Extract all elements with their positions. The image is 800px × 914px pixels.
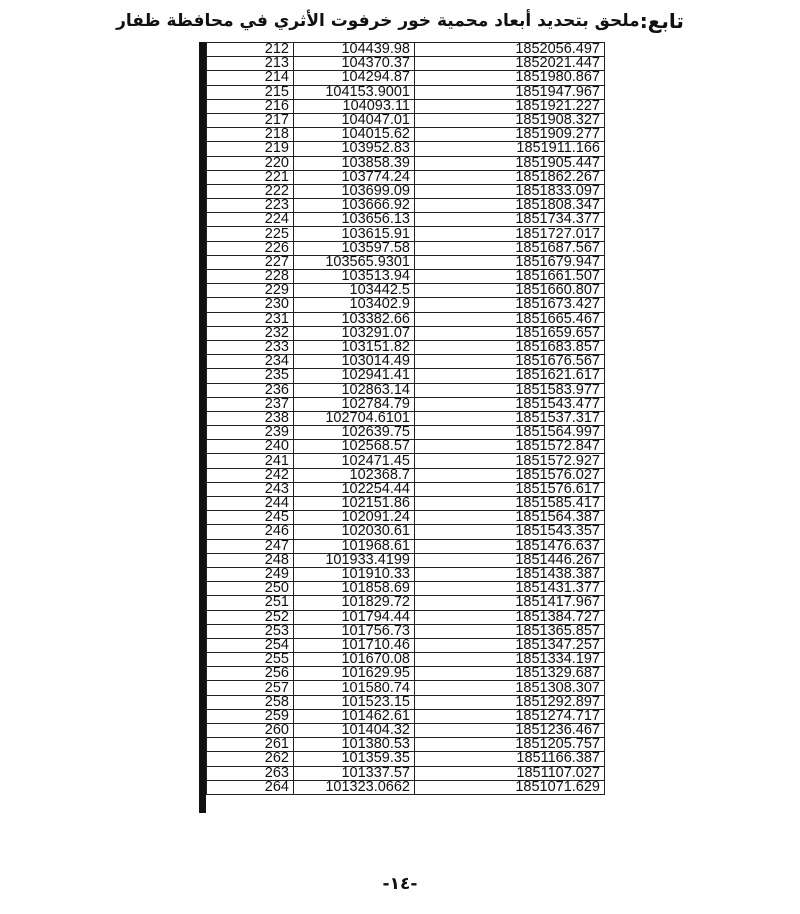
easting-cell: 101523.15 (294, 695, 415, 709)
table-row (207, 780, 605, 794)
northing-cell: 1851417.967 (415, 596, 605, 610)
table-row (207, 255, 605, 269)
point-number-cell: 257 (207, 681, 294, 695)
easting-cell: 102784.79 (294, 397, 415, 411)
easting-cell: 101380.53 (294, 738, 415, 752)
point-number-cell: 258 (207, 695, 294, 709)
point-number-cell: 264 (207, 780, 294, 794)
title-label: تابع: (639, 9, 684, 33)
point-number-cell: 235 (207, 369, 294, 383)
northing-cell: 1851679.947 (415, 255, 605, 269)
northing-cell: 1851274.717 (415, 709, 605, 723)
northing-cell: 1851446.267 (415, 553, 605, 567)
table-row (207, 156, 605, 170)
table-row (207, 85, 605, 99)
table-row (207, 454, 605, 468)
easting-cell: 103402.9 (294, 298, 415, 312)
point-number-cell: 217 (207, 113, 294, 127)
point-number-cell: 229 (207, 284, 294, 298)
point-number-cell: 230 (207, 298, 294, 312)
table-row (207, 695, 605, 709)
point-number-cell: 223 (207, 199, 294, 213)
table-row (207, 724, 605, 738)
table-row (207, 482, 605, 496)
point-number-cell: 213 (207, 57, 294, 71)
point-number-cell: 250 (207, 582, 294, 596)
point-number-cell: 212 (207, 43, 294, 57)
easting-cell: 102863.14 (294, 383, 415, 397)
table-row (207, 199, 605, 213)
point-number-cell: 252 (207, 610, 294, 624)
table-row (207, 738, 605, 752)
point-number-cell: 254 (207, 638, 294, 652)
northing-cell: 1851980.867 (415, 71, 605, 85)
easting-cell: 103442.5 (294, 284, 415, 298)
table-row (207, 326, 605, 340)
northing-cell: 1851734.377 (415, 213, 605, 227)
easting-cell: 102368.7 (294, 468, 415, 482)
northing-cell: 1851687.567 (415, 241, 605, 255)
easting-cell: 104015.62 (294, 128, 415, 142)
northing-cell: 1851583.977 (415, 383, 605, 397)
point-number-cell: 228 (207, 270, 294, 284)
point-number-cell: 221 (207, 170, 294, 184)
easting-cell: 104370.37 (294, 57, 415, 71)
point-number-cell: 227 (207, 255, 294, 269)
point-number-cell: 219 (207, 142, 294, 156)
northing-cell: 1851205.757 (415, 738, 605, 752)
northing-cell: 1851572.847 (415, 440, 605, 454)
easting-cell: 103774.24 (294, 170, 415, 184)
title-text: ملحق بتحديد أبعاد محمية خور خرفوت الأثري في محافظة ظفار (116, 11, 640, 31)
point-number-cell: 260 (207, 724, 294, 738)
easting-cell: 103952.83 (294, 142, 415, 156)
easting-cell: 101858.69 (294, 582, 415, 596)
point-number-cell: 253 (207, 624, 294, 638)
easting-cell: 104294.87 (294, 71, 415, 85)
table-row (207, 99, 605, 113)
easting-cell: 102254.44 (294, 482, 415, 496)
table-row (207, 312, 605, 326)
easting-cell: 103014.49 (294, 355, 415, 369)
northing-cell: 1851833.097 (415, 184, 605, 198)
northing-cell: 1851347.257 (415, 638, 605, 652)
easting-cell: 104153.9001 (294, 85, 415, 99)
northing-cell: 1851107.027 (415, 766, 605, 780)
point-number-cell: 263 (207, 766, 294, 780)
point-number-cell: 243 (207, 482, 294, 496)
table-row (207, 397, 605, 411)
table-row (207, 383, 605, 397)
easting-cell: 103382.66 (294, 312, 415, 326)
point-number-cell: 240 (207, 440, 294, 454)
table-row (207, 539, 605, 553)
table-row (207, 184, 605, 198)
easting-cell: 101323.0662 (294, 780, 415, 794)
table-row (207, 709, 605, 723)
coordinates-table-body (207, 43, 605, 795)
table-row (207, 497, 605, 511)
northing-cell: 1851543.357 (415, 525, 605, 539)
easting-cell: 101404.32 (294, 724, 415, 738)
point-number-cell: 215 (207, 85, 294, 99)
easting-cell: 101829.72 (294, 596, 415, 610)
point-number-cell: 239 (207, 426, 294, 440)
northing-cell: 1851329.687 (415, 667, 605, 681)
table-row (207, 624, 605, 638)
northing-cell: 1851071.629 (415, 780, 605, 794)
point-number-cell: 214 (207, 71, 294, 85)
northing-cell: 1851908.327 (415, 113, 605, 127)
table-row (207, 213, 605, 227)
northing-cell: 1851585.417 (415, 497, 605, 511)
northing-cell: 1851431.377 (415, 582, 605, 596)
easting-cell: 102151.86 (294, 497, 415, 511)
easting-cell: 102568.57 (294, 440, 415, 454)
point-number-cell: 225 (207, 227, 294, 241)
point-number-cell: 237 (207, 397, 294, 411)
easting-cell: 103565.9301 (294, 255, 415, 269)
easting-cell: 103151.82 (294, 340, 415, 354)
northing-cell: 1851572.927 (415, 454, 605, 468)
northing-cell: 1851438.387 (415, 567, 605, 581)
northing-cell: 1851334.197 (415, 653, 605, 667)
easting-cell: 102941.41 (294, 369, 415, 383)
table-row (207, 440, 605, 454)
northing-cell: 1851862.267 (415, 170, 605, 184)
table-row (207, 596, 605, 610)
point-number-cell: 247 (207, 539, 294, 553)
table-row (207, 582, 605, 596)
northing-cell: 1851808.347 (415, 199, 605, 213)
table-row (207, 653, 605, 667)
northing-cell: 1851621.617 (415, 369, 605, 383)
easting-cell: 103656.13 (294, 213, 415, 227)
northing-cell: 1851365.857 (415, 624, 605, 638)
point-number-cell: 226 (207, 241, 294, 255)
table-row (207, 71, 605, 85)
point-number-cell: 233 (207, 340, 294, 354)
table-row (207, 113, 605, 127)
northing-cell: 1852056.497 (415, 43, 605, 57)
point-number-cell: 238 (207, 411, 294, 425)
page-number: -١٤- (382, 874, 418, 894)
easting-cell: 101710.46 (294, 638, 415, 652)
table-row (207, 426, 605, 440)
point-number-cell: 248 (207, 553, 294, 567)
easting-cell: 101910.33 (294, 567, 415, 581)
easting-cell: 103666.92 (294, 199, 415, 213)
table-row (207, 667, 605, 681)
northing-cell: 1851909.277 (415, 128, 605, 142)
table-row (207, 170, 605, 184)
table-row (207, 766, 605, 780)
table-row (207, 43, 605, 57)
northing-cell: 1851166.387 (415, 752, 605, 766)
easting-cell: 103615.91 (294, 227, 415, 241)
table-row (207, 284, 605, 298)
easting-cell: 102030.61 (294, 525, 415, 539)
table-row (207, 567, 605, 581)
easting-cell: 101968.61 (294, 539, 415, 553)
point-number-cell: 222 (207, 184, 294, 198)
easting-cell: 103291.07 (294, 326, 415, 340)
table-row (207, 128, 605, 142)
table-row (207, 298, 605, 312)
easting-cell: 103699.09 (294, 184, 415, 198)
northing-cell: 1851292.897 (415, 695, 605, 709)
northing-cell: 1852021.447 (415, 57, 605, 71)
easting-cell: 101933.4199 (294, 553, 415, 567)
table-row (207, 142, 605, 156)
table-row (207, 468, 605, 482)
easting-cell: 101670.08 (294, 653, 415, 667)
northing-cell: 1851676.567 (415, 355, 605, 369)
table-row (207, 752, 605, 766)
point-number-cell: 244 (207, 497, 294, 511)
table-row (207, 638, 605, 652)
point-number-cell: 241 (207, 454, 294, 468)
point-number-cell: 218 (207, 128, 294, 142)
northing-cell: 1851543.477 (415, 397, 605, 411)
northing-cell: 1851683.857 (415, 340, 605, 354)
table-row (207, 525, 605, 539)
point-number-cell: 232 (207, 326, 294, 340)
point-number-cell: 246 (207, 525, 294, 539)
point-number-cell: 259 (207, 709, 294, 723)
northing-cell: 1851665.467 (415, 312, 605, 326)
point-number-cell: 224 (207, 213, 294, 227)
table-row (207, 411, 605, 425)
point-number-cell: 251 (207, 596, 294, 610)
northing-cell: 1851661.507 (415, 270, 605, 284)
northing-cell: 1851236.467 (415, 724, 605, 738)
point-number-cell: 236 (207, 383, 294, 397)
northing-cell: 1851476.637 (415, 539, 605, 553)
easting-cell: 102639.75 (294, 426, 415, 440)
easting-cell: 101756.73 (294, 624, 415, 638)
table-row (207, 610, 605, 624)
easting-cell: 101629.95 (294, 667, 415, 681)
point-number-cell: 220 (207, 156, 294, 170)
point-number-cell: 255 (207, 653, 294, 667)
northing-cell: 1851911.166 (415, 142, 605, 156)
easting-cell: 102704.6101 (294, 411, 415, 425)
easting-cell: 101337.57 (294, 766, 415, 780)
point-number-cell: 249 (207, 567, 294, 581)
easting-cell: 104047.01 (294, 113, 415, 127)
coordinates-table (206, 42, 605, 795)
point-number-cell: 242 (207, 468, 294, 482)
easting-cell: 102471.45 (294, 454, 415, 468)
point-number-cell: 231 (207, 312, 294, 326)
northing-cell: 1851947.967 (415, 85, 605, 99)
northing-cell: 1851673.427 (415, 298, 605, 312)
point-number-cell: 256 (207, 667, 294, 681)
point-number-cell: 234 (207, 355, 294, 369)
easting-cell: 103858.39 (294, 156, 415, 170)
northing-cell: 1851564.387 (415, 511, 605, 525)
northing-cell: 1851384.727 (415, 610, 605, 624)
point-number-cell: 261 (207, 738, 294, 752)
coordinates-table-wrapper (199, 42, 611, 813)
easting-cell: 101794.44 (294, 610, 415, 624)
northing-cell: 1851576.027 (415, 468, 605, 482)
northing-cell: 1851308.307 (415, 681, 605, 695)
northing-cell: 1851659.657 (415, 326, 605, 340)
easting-cell: 104439.98 (294, 43, 415, 57)
northing-cell: 1851921.227 (415, 99, 605, 113)
table-row (207, 511, 605, 525)
easting-cell: 102091.24 (294, 511, 415, 525)
table-row (207, 369, 605, 383)
northing-cell: 1851660.807 (415, 284, 605, 298)
point-number-cell: 262 (207, 752, 294, 766)
page-title (0, 6, 800, 36)
easting-cell: 101359.35 (294, 752, 415, 766)
northing-cell: 1851905.447 (415, 156, 605, 170)
table-row (207, 241, 605, 255)
point-number-cell: 245 (207, 511, 294, 525)
northing-cell: 1851576.617 (415, 482, 605, 496)
northing-cell: 1851537.317 (415, 411, 605, 425)
easting-cell: 103513.94 (294, 270, 415, 284)
table-row (207, 355, 605, 369)
table-row (207, 227, 605, 241)
table-row (207, 553, 605, 567)
table-row (207, 681, 605, 695)
table-row (207, 340, 605, 354)
northing-cell: 1851727.017 (415, 227, 605, 241)
table-row (207, 57, 605, 71)
point-number-cell: 216 (207, 99, 294, 113)
easting-cell: 103597.58 (294, 241, 415, 255)
easting-cell: 101580.74 (294, 681, 415, 695)
easting-cell: 101462.61 (294, 709, 415, 723)
northing-cell: 1851564.997 (415, 426, 605, 440)
easting-cell: 104093.11 (294, 99, 415, 113)
table-row (207, 270, 605, 284)
